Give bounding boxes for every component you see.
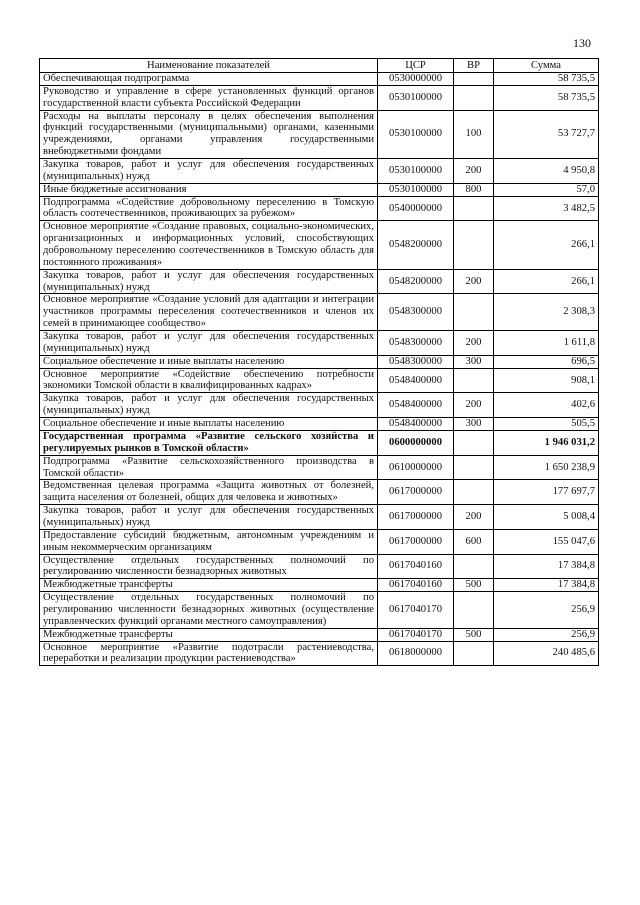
row-vr-cell bbox=[454, 430, 494, 455]
table-row bbox=[40, 269, 599, 294]
row-name-cell: Закупка товаров, работ и услуг для обеспечения государственных (муниципальных) нужд bbox=[40, 159, 378, 184]
row-csr-cell: 0540000000 bbox=[378, 196, 454, 221]
header-vr: ВР bbox=[454, 59, 494, 73]
row-vr-cell bbox=[454, 480, 494, 505]
table-row bbox=[40, 85, 599, 110]
row-sum-cell: 5 008,4 bbox=[494, 505, 599, 530]
row-csr-cell: 0617040170 bbox=[378, 592, 454, 629]
row-vr-cell: 200 bbox=[454, 159, 494, 184]
row-csr-cell: 0548200000 bbox=[378, 221, 454, 269]
table-row bbox=[40, 628, 599, 641]
table-row bbox=[40, 393, 599, 418]
row-name-cell: Иные бюджетные ассигнования bbox=[40, 183, 378, 196]
row-sum-cell: 53 727,7 bbox=[494, 110, 599, 158]
budget-table bbox=[39, 58, 599, 666]
row-sum-cell: 266,1 bbox=[494, 269, 599, 294]
header-sum: Сумма bbox=[494, 59, 599, 73]
row-vr-cell: 300 bbox=[454, 418, 494, 431]
row-vr-cell bbox=[454, 294, 494, 331]
row-name-cell: Закупка товаров, работ и услуг для обеспечения государственных (муниципальных) нужд bbox=[40, 393, 378, 418]
row-csr-cell: 0617000000 bbox=[378, 505, 454, 530]
row-vr-cell: 200 bbox=[454, 269, 494, 294]
table-row bbox=[40, 418, 599, 431]
table-row bbox=[40, 331, 599, 356]
row-name-cell: Государственная программа «Развитие сельского хозяйства и регулируемых рынков в Томской области» bbox=[40, 430, 378, 455]
table-row bbox=[40, 430, 599, 455]
row-name-cell: Обеспечивающая подпрограмма bbox=[40, 73, 378, 86]
row-csr-cell: 0530000000 bbox=[378, 73, 454, 86]
row-csr-cell: 0530100000 bbox=[378, 159, 454, 184]
row-name-cell: Осуществление отдельных государственных полномочий по регулированию численности безнадзорных животных bbox=[40, 554, 378, 579]
row-sum-cell: 266,1 bbox=[494, 221, 599, 269]
row-name-cell: Основное мероприятие «Содействие обеспечению потребности экономики Томской области в квалифицированных кадрах» bbox=[40, 368, 378, 393]
row-vr-cell: 100 bbox=[454, 110, 494, 158]
row-name-cell: Закупка товаров, работ и услуг для обеспечения государственных (муниципальных) нужд bbox=[40, 505, 378, 530]
row-sum-cell: 1 650 238,9 bbox=[494, 455, 599, 480]
page-number: 130 bbox=[573, 36, 591, 50]
row-csr-cell: 0617040160 bbox=[378, 554, 454, 579]
row-sum-cell: 402,6 bbox=[494, 393, 599, 418]
row-name-cell: Межбюджетные трансферты bbox=[40, 579, 378, 592]
row-vr-cell: 200 bbox=[454, 331, 494, 356]
row-csr-cell: 0548200000 bbox=[378, 269, 454, 294]
row-sum-cell: 2 308,3 bbox=[494, 294, 599, 331]
row-vr-cell: 200 bbox=[454, 393, 494, 418]
row-csr-cell: 0610000000 bbox=[378, 455, 454, 480]
row-vr-cell bbox=[454, 368, 494, 393]
row-vr-cell bbox=[454, 554, 494, 579]
table-row bbox=[40, 355, 599, 368]
row-sum-cell: 57,0 bbox=[494, 183, 599, 196]
row-csr-cell: 0617040170 bbox=[378, 628, 454, 641]
row-name-cell: Ведомственная целевая программа «Защита животных от болезней, защита населения от болезней, общих для человека и животных» bbox=[40, 480, 378, 505]
row-sum-cell: 240 485,6 bbox=[494, 641, 599, 666]
row-sum-cell: 908,1 bbox=[494, 368, 599, 393]
row-csr-cell: 0617040160 bbox=[378, 579, 454, 592]
row-vr-cell: 500 bbox=[454, 579, 494, 592]
row-sum-cell: 256,9 bbox=[494, 592, 599, 629]
row-name-cell: Закупка товаров, работ и услуг для обеспечения государственных (муниципальных) нужд bbox=[40, 331, 378, 356]
row-csr-cell: 0617000000 bbox=[378, 480, 454, 505]
row-csr-cell: 0530100000 bbox=[378, 183, 454, 196]
row-vr-cell: 600 bbox=[454, 529, 494, 554]
table-row bbox=[40, 579, 599, 592]
row-csr-cell: 0618000000 bbox=[378, 641, 454, 666]
table-row bbox=[40, 529, 599, 554]
table-row bbox=[40, 196, 599, 221]
row-sum-cell: 17 384,8 bbox=[494, 579, 599, 592]
table-row bbox=[40, 592, 599, 629]
row-name-cell: Основное мероприятие «Создание правовых, социально-экономических, организационных и информационных условий, способствующих добровольному переселению соотечественников в Томскую область для постоянного проживания» bbox=[40, 221, 378, 269]
row-sum-cell: 177 697,7 bbox=[494, 480, 599, 505]
header-name: Наименование показателей bbox=[40, 59, 378, 73]
row-name-cell: Подпрограмма «Развитие сельскохозяйственного производства в Томской области» bbox=[40, 455, 378, 480]
table-row bbox=[40, 159, 599, 184]
row-vr-cell: 300 bbox=[454, 355, 494, 368]
table-row bbox=[40, 455, 599, 480]
row-csr-cell: 0548400000 bbox=[378, 393, 454, 418]
row-name-cell: Осуществление отдельных государственных полномочий по регулированию численности безнадзорных животных (осуществление управленческих функций органами местного самоуправления) bbox=[40, 592, 378, 629]
row-vr-cell bbox=[454, 85, 494, 110]
row-vr-cell: 200 bbox=[454, 505, 494, 530]
row-csr-cell: 0530100000 bbox=[378, 110, 454, 158]
row-vr-cell: 800 bbox=[454, 183, 494, 196]
row-sum-cell: 3 482,5 bbox=[494, 196, 599, 221]
row-sum-cell: 1 946 031,2 bbox=[494, 430, 599, 455]
row-csr-cell: 0617000000 bbox=[378, 529, 454, 554]
header-csr: ЦСР bbox=[378, 59, 454, 73]
row-csr-cell: 0548400000 bbox=[378, 368, 454, 393]
table-row bbox=[40, 73, 599, 86]
row-csr-cell: 0530100000 bbox=[378, 85, 454, 110]
table-row bbox=[40, 294, 599, 331]
row-name-cell: Закупка товаров, работ и услуг для обеспечения государственных (муниципальных) нужд bbox=[40, 269, 378, 294]
row-sum-cell: 58 735,5 bbox=[494, 73, 599, 86]
table-row bbox=[40, 183, 599, 196]
row-name-cell: Социальное обеспечение и иные выплаты населению bbox=[40, 355, 378, 368]
row-name-cell: Предоставление субсидий бюджетным, автономным учреждениям и иным некоммерческим организациям bbox=[40, 529, 378, 554]
row-name-cell: Межбюджетные трансферты bbox=[40, 628, 378, 641]
table-row bbox=[40, 480, 599, 505]
row-sum-cell: 4 950,8 bbox=[494, 159, 599, 184]
row-sum-cell: 155 047,6 bbox=[494, 529, 599, 554]
table-header-row bbox=[40, 59, 599, 73]
row-csr-cell: 0548400000 bbox=[378, 418, 454, 431]
row-vr-cell bbox=[454, 73, 494, 86]
row-vr-cell bbox=[454, 196, 494, 221]
row-name-cell: Расходы на выплаты персоналу в целях обеспечения выполнения функций государственными (муниципальными) органами, казенными учреждениями, органами управления государственными внебюджетными фондами bbox=[40, 110, 378, 158]
table-row bbox=[40, 641, 599, 666]
row-name-cell: Основное мероприятие «Создание условий для адаптации и интеграции участников программы переселения соотечественников и членов их семей в принимающее сообщество» bbox=[40, 294, 378, 331]
row-csr-cell: 0548300000 bbox=[378, 355, 454, 368]
table-row bbox=[40, 368, 599, 393]
row-csr-cell: 0600000000 bbox=[378, 430, 454, 455]
table-row bbox=[40, 554, 599, 579]
row-name-cell: Руководство и управление в сфере установленных функций органов государственной власти субъекта Российской Федерации bbox=[40, 85, 378, 110]
row-vr-cell bbox=[454, 221, 494, 269]
row-vr-cell bbox=[454, 455, 494, 480]
table-row bbox=[40, 221, 599, 269]
row-vr-cell bbox=[454, 641, 494, 666]
row-csr-cell: 0548300000 bbox=[378, 331, 454, 356]
row-sum-cell: 505,5 bbox=[494, 418, 599, 431]
table-body bbox=[40, 73, 599, 666]
table-row bbox=[40, 110, 599, 158]
row-name-cell: Социальное обеспечение и иные выплаты населению bbox=[40, 418, 378, 431]
row-sum-cell: 1 611,8 bbox=[494, 331, 599, 356]
table-row bbox=[40, 505, 599, 530]
row-vr-cell: 500 bbox=[454, 628, 494, 641]
row-name-cell: Подпрограмма «Содействие добровольному переселению в Томскую область соотечественников, проживающих за рубежом» bbox=[40, 196, 378, 221]
row-name-cell: Основное мероприятие «Развитие подотрасли растениеводства, переработки и реализации продукции растениеводства» bbox=[40, 641, 378, 666]
row-sum-cell: 696,5 bbox=[494, 355, 599, 368]
row-sum-cell: 256,9 bbox=[494, 628, 599, 641]
row-csr-cell: 0548300000 bbox=[378, 294, 454, 331]
row-sum-cell: 17 384,8 bbox=[494, 554, 599, 579]
row-sum-cell: 58 735,5 bbox=[494, 85, 599, 110]
row-vr-cell bbox=[454, 592, 494, 629]
